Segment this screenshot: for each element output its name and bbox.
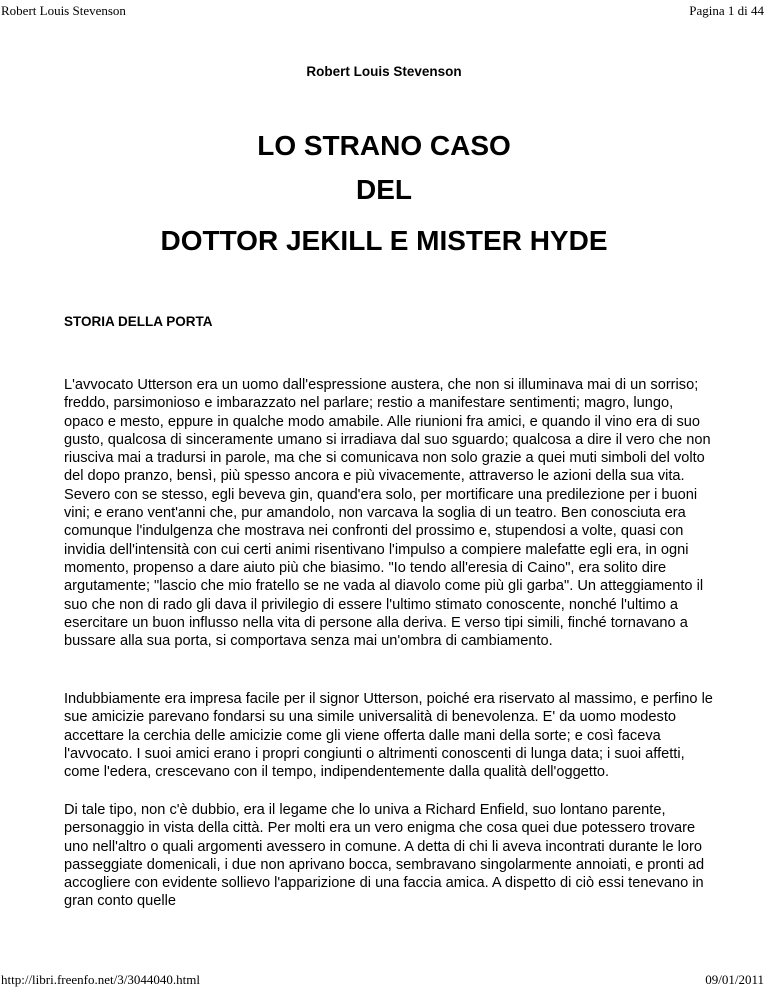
document-title-line-1: LO STRANO CASO [257, 130, 511, 161]
chapter-title: STORIA DELLA PORTA [64, 314, 213, 329]
document-title-line-3: DOTTOR JEKILL E MISTER HYDE [160, 225, 608, 256]
footer-date: 09/01/2011 [705, 972, 764, 987]
paragraph-2: Indubbiamente era impresa facile per il signor Utterson, poiché era riservato al massimo, e perfino le sue amicizie parevano fondarsi su una simile universalità di benevolenza. E' da uomo modesto accettare la cerchia delle amicizie come gli viene offerta dalle mani della sorte; e così faceva l'avvocato. I suoi amici erano i propri congiunti o altrimenti conoscenti di lunga data; i suoi affetti, come l'edera, crescevano con il tempo, indipendentemente dalla qualità dell'oggetto. [64, 691, 713, 781]
paragraph-3: Di tale tipo, non c'è dubbio, era il legame che lo univa a Richard Enfield, suo lontano parente, personaggio in vista della città. Per molti era un vero enigma che cosa quei due potessero trovare uno nell'altro o quali argomenti avessero in comune. A detta di chi li aveva incontrati durante le loro passeggiate domenicali, i due non aprivano bocca, sembravano singolarmente annoiati, e pronti ad accogliere con evidente sollievo l'apparizione di una faccia amica. A dispetto di ciò essi tenevano in gran conto quelle [64, 802, 705, 910]
document-author: Robert Louis Stevenson [306, 64, 462, 79]
document-title-line-2: DEL [356, 174, 412, 205]
header-left-author: Robert Louis Stevenson [1, 3, 126, 18]
paragraph-1: L'avvocato Utterson era un uomo dall'espressione austera, che non si illuminava mai di un sorriso; freddo, parsimonioso e imbarazzato nel parlare; restio a manifestare sentimenti; magro, lungo, opaco e mesto, eppure in qualche modo amabile. Alle riunioni fra amici, e quando il vino era di suo gusto, qualcosa di sinceramente umano si irradiava dal suo sguardo; qualcosa a dire il vero che non riusciva mai a tradursi in parole, ma che si comunicava non solo grazie a quei muti simboli del volto del dopo pranzo, bensì, più spesso ancora e più vivacemente, attraverso le azioni della sua vita. Severo con se stesso, egli beveva gin, quand'era solo, per mortificare una predilezione per i buoni vini; e erano vent'anni che, pur amandolo, non varcava la soglia di un teatro. Ben conosciuta era comunque l'indulgenza che mostrava nei confronti del prossimo e, stupendosi a volte, quasi con invidia dell'intensità con cui certi animi risentivano l'impulso a compiere malefatte egli era, in ogni momento, propenso a dare aiuto più che biasimo. "Io tendo all'eresia di Caino", era solito dire argutamente; "lascio che mio fratello se ne vada al diavolo come più gli garba". Un atteggiamento il suo che non di rado gli dava il privilegio di essere l'ultimo stimato conoscente, nonché l'ultimo a esercitare un buon influsso nella vita di persone alla deriva. E verso tipi simili, finché tornavano a bussare alla sua porta, si comportava senza mai un'ombra di cambiamento. [64, 377, 711, 650]
header-page-number: Pagina 1 di 44 [689, 3, 764, 18]
footer-url[interactable]: http://libri.freenfo.net/3/3044040.html [1, 972, 200, 987]
